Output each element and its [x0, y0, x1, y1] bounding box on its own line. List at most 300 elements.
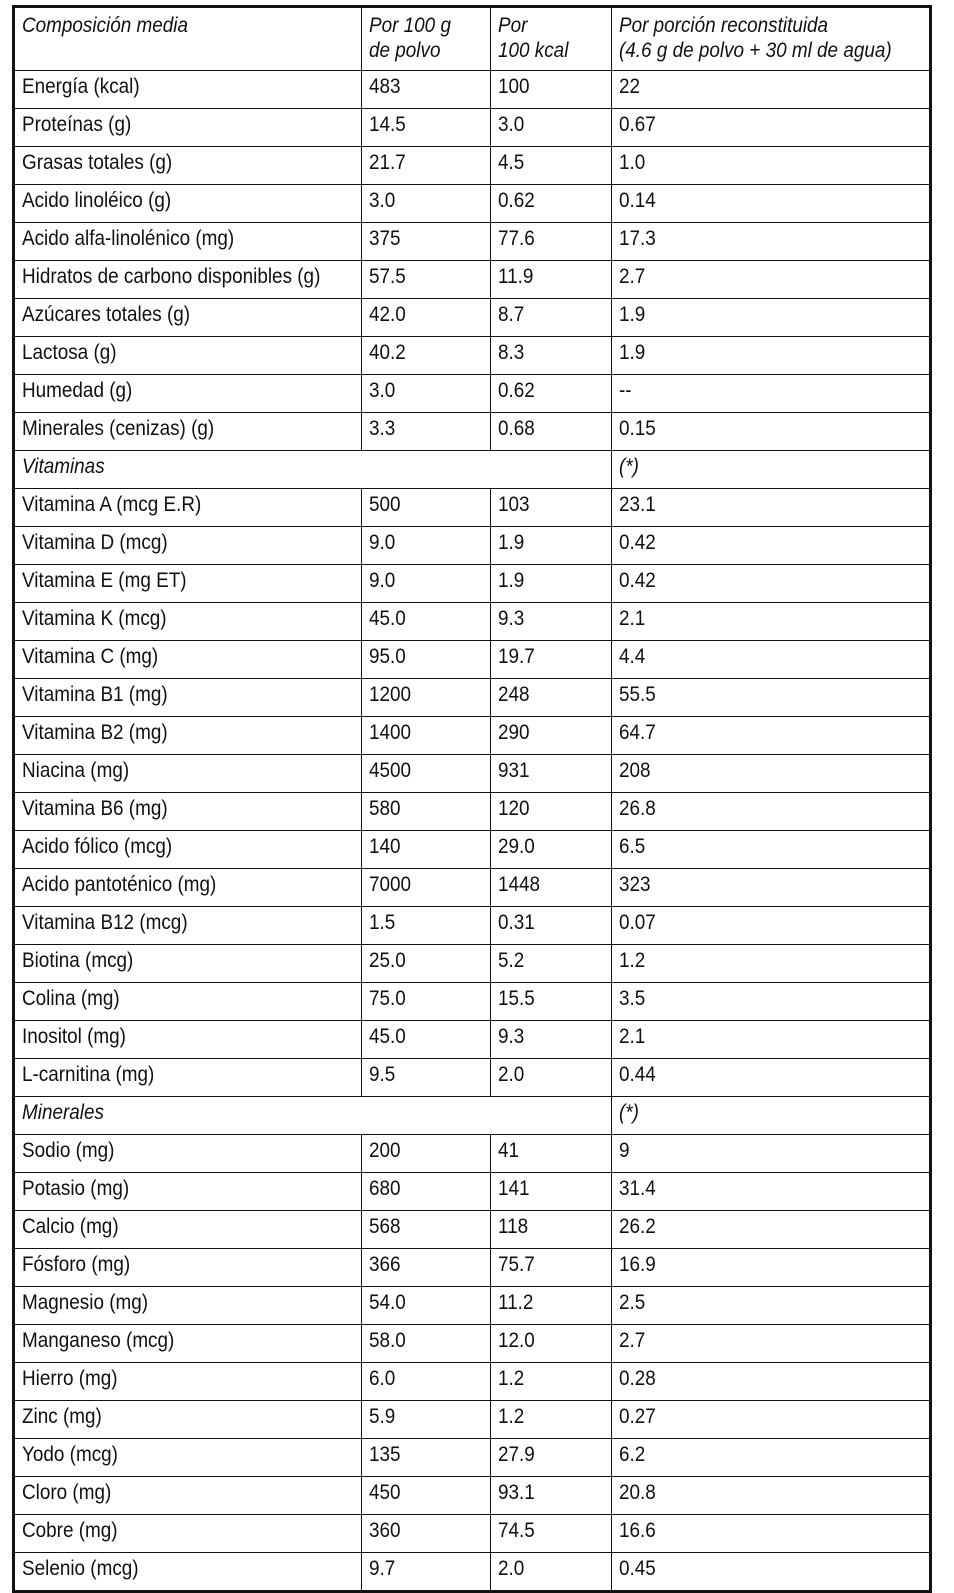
- per-100kcal-cell: [491, 1363, 612, 1401]
- per-portion-cell: [612, 755, 931, 793]
- header-per-100kcal-line2: 100 kcal: [498, 39, 569, 62]
- per-100kcal-value: 1.2: [498, 1405, 525, 1428]
- table-row: [14, 223, 931, 261]
- per-100g-cell: [362, 147, 491, 185]
- table-row: [14, 945, 931, 983]
- per-100kcal-cell: [491, 1059, 612, 1097]
- per-portion-cell: [612, 679, 931, 717]
- per-portion-value: 9: [619, 1139, 630, 1162]
- per-portion-cell: [612, 565, 931, 603]
- table-row: [14, 489, 931, 527]
- per-100g-cell: [362, 869, 491, 907]
- vitamins-section-label-cell: [14, 451, 612, 489]
- per-100g-value: 450: [369, 1481, 401, 1504]
- nutrient-name-value: Vitamina B2 (mg): [22, 721, 168, 744]
- per-portion-value: 0.67: [619, 113, 656, 136]
- per-100g-cell: [362, 1401, 491, 1439]
- per-100kcal-value: 118: [498, 1215, 529, 1238]
- per-100kcal-value: 931: [498, 759, 530, 782]
- nutrient-name-value: Potasio (mg): [22, 1177, 130, 1200]
- per-100g-cell: [362, 1325, 491, 1363]
- per-100kcal-cell: [491, 755, 612, 793]
- per-portion-value: 31.4: [619, 1177, 656, 1200]
- per-100g-value: 21.7: [369, 151, 406, 174]
- table-row: [14, 603, 931, 641]
- minerals-section-header: [14, 1097, 931, 1135]
- per-100g-value: 9.0: [369, 531, 396, 554]
- per-100g-cell: [362, 185, 491, 223]
- per-100kcal-cell: [491, 489, 612, 527]
- per-100kcal-value: 15.5: [498, 987, 535, 1010]
- per-100g-value: 5.9: [369, 1405, 396, 1428]
- nutrient-name-cell: [14, 717, 362, 755]
- per-portion-value: 4.4: [619, 645, 646, 668]
- per-100g-value: 45.0: [369, 1025, 406, 1048]
- per-100g-value: 135: [369, 1443, 401, 1466]
- per-portion-cell: [612, 907, 931, 945]
- per-portion-value: 17.3: [619, 227, 656, 250]
- per-portion-value: 6.5: [619, 835, 646, 858]
- nutrient-name-cell: [14, 261, 362, 299]
- per-100g-value: 42.0: [369, 303, 406, 326]
- nutrient-name-value: Vitamina D (mcg): [22, 531, 168, 554]
- table-row: [14, 527, 931, 565]
- nutrient-name-cell: [14, 603, 362, 641]
- table-header-row: [14, 7, 931, 71]
- per-100kcal-value: 100: [498, 75, 530, 98]
- per-100g-value: 680: [369, 1177, 401, 1200]
- table-row: [14, 755, 931, 793]
- per-100g-value: 9.0: [369, 569, 396, 592]
- header-per-portion-line1: Por porción reconstituida: [619, 14, 829, 37]
- per-portion-cell: [612, 1477, 931, 1515]
- per-100g-cell: [362, 1211, 491, 1249]
- per-100g-cell: [362, 1477, 491, 1515]
- per-100kcal-cell: [491, 1173, 612, 1211]
- per-100kcal-value: 0.62: [498, 189, 535, 212]
- per-100kcal-cell: [491, 1553, 612, 1592]
- nutrient-name-cell: [14, 527, 362, 565]
- per-portion-cell: [612, 489, 931, 527]
- per-portion-cell: [612, 1173, 931, 1211]
- per-100kcal-value: 9.3: [498, 1025, 525, 1048]
- header-per-100g-line2: de polvo: [369, 39, 441, 62]
- nutrient-name-cell: [14, 641, 362, 679]
- per-100kcal-cell: [491, 147, 612, 185]
- nutrient-name-cell: [14, 1287, 362, 1325]
- nutrient-name-value: Vitamina B12 (mcg): [22, 911, 188, 934]
- per-100g-cell: [362, 1135, 491, 1173]
- per-portion-cell: [612, 1135, 931, 1173]
- nutrient-name-value: Fósforo (mg): [22, 1253, 131, 1276]
- nutrient-name-value: Minerales (cenizas) (g): [22, 417, 215, 440]
- per-100kcal-cell: [491, 1135, 612, 1173]
- per-portion-value: 0.07: [619, 911, 656, 934]
- header-per-100kcal: [491, 7, 612, 71]
- per-100g-cell: [362, 1439, 491, 1477]
- per-100g-cell: [362, 223, 491, 261]
- per-100kcal-cell: [491, 1325, 612, 1363]
- per-portion-value: 2.5: [619, 1291, 646, 1314]
- per-100kcal-value: 9.3: [498, 607, 525, 630]
- nutrient-name-value: Selenio (mcg): [22, 1557, 139, 1580]
- header-composition: [14, 7, 362, 71]
- per-100kcal-cell: [491, 603, 612, 641]
- per-100kcal-value: 8.3: [498, 341, 525, 364]
- nutrient-name-value: Proteínas (g): [22, 113, 132, 136]
- per-portion-value: 0.27: [619, 1405, 656, 1428]
- per-portion-cell: [612, 1287, 931, 1325]
- nutrient-name-cell: [14, 1439, 362, 1477]
- nutrient-name-cell: [14, 1135, 362, 1173]
- per-100g-cell: [362, 375, 491, 413]
- per-100kcal-value: 19.7: [498, 645, 535, 668]
- nutrient-name-cell: [14, 1401, 362, 1439]
- table-row: [14, 71, 931, 109]
- nutrient-name-cell: [14, 1249, 362, 1287]
- per-100kcal-value: 41: [498, 1139, 520, 1162]
- per-portion-value: 0.45: [619, 1557, 656, 1580]
- per-100kcal-value: 1448: [498, 873, 541, 896]
- per-portion-cell: [612, 831, 931, 869]
- per-100g-value: 9.5: [369, 1063, 396, 1086]
- minerals-section-note-cell: [612, 1097, 931, 1135]
- vitamins-section-header: [14, 451, 931, 489]
- per-100kcal-cell: [491, 185, 612, 223]
- table-row: [14, 1173, 931, 1211]
- per-100kcal-value: 0.31: [498, 911, 535, 934]
- per-portion-value: 0.15: [619, 417, 656, 440]
- nutrient-name-cell: [14, 755, 362, 793]
- per-100kcal-cell: [491, 641, 612, 679]
- table-row: [14, 831, 931, 869]
- per-portion-cell: [612, 945, 931, 983]
- nutrient-name-value: Inositol (mg): [22, 1025, 126, 1048]
- per-100g-cell: [362, 717, 491, 755]
- per-100kcal-value: 11.2: [498, 1291, 534, 1314]
- per-100kcal-cell: [491, 413, 612, 451]
- per-100kcal-cell: [491, 109, 612, 147]
- per-100g-value: 14.5: [369, 113, 406, 136]
- per-100kcal-cell: [491, 71, 612, 109]
- per-100kcal-value: 120: [498, 797, 530, 820]
- table-row: [14, 869, 931, 907]
- per-portion-value: 16.9: [619, 1253, 656, 1276]
- nutrient-name-value: Biotina (mcg): [22, 949, 134, 972]
- per-100kcal-cell: [491, 793, 612, 831]
- per-portion-cell: [612, 109, 931, 147]
- per-100kcal-value: 77.6: [498, 227, 535, 250]
- nutrient-name-value: Sodio (mg): [22, 1139, 115, 1162]
- table-row: [14, 1287, 931, 1325]
- per-100g-cell: [362, 71, 491, 109]
- nutrient-name-value: Vitamina B6 (mg): [22, 797, 168, 820]
- per-portion-value: 16.6: [619, 1519, 656, 1542]
- per-100g-cell: [362, 983, 491, 1021]
- nutrient-name-value: Acido pantoténico (mg): [22, 873, 217, 896]
- table-row: [14, 375, 931, 413]
- nutrient-name-cell: [14, 1021, 362, 1059]
- per-portion-value: 0.28: [619, 1367, 656, 1390]
- nutrient-name-cell: [14, 109, 362, 147]
- nutrient-name-cell: [14, 413, 362, 451]
- per-100g-cell: [362, 945, 491, 983]
- per-100g-value: 375: [369, 227, 401, 250]
- nutrient-name-value: Cloro (mg): [22, 1481, 112, 1504]
- per-100kcal-cell: [491, 679, 612, 717]
- per-portion-cell: [612, 375, 931, 413]
- table-row: [14, 679, 931, 717]
- per-100g-value: 3.3: [369, 417, 396, 440]
- per-100kcal-cell: [491, 907, 612, 945]
- nutrient-name-cell: [14, 1515, 362, 1553]
- nutrient-name-value: Yodo (mcg): [22, 1443, 118, 1466]
- per-100kcal-cell: [491, 1515, 612, 1553]
- nutrient-name-value: Magnesio (mg): [22, 1291, 149, 1314]
- per-100g-value: 580: [369, 797, 401, 820]
- table-row: [14, 1477, 931, 1515]
- nutrient-name-value: Manganeso (mcg): [22, 1329, 175, 1352]
- per-100kcal-value: 12.0: [498, 1329, 535, 1352]
- per-100g-value: 360: [369, 1519, 401, 1542]
- nutrient-name-value: Colina (mg): [22, 987, 120, 1010]
- per-portion-value: 0.42: [619, 531, 656, 554]
- per-100kcal-cell: [491, 1287, 612, 1325]
- per-portion-value: 0.42: [619, 569, 656, 592]
- table-row: [14, 1325, 931, 1363]
- table-row: [14, 109, 931, 147]
- nutrient-name-value: Energía (kcal): [22, 75, 140, 98]
- per-100g-value: 40.2: [369, 341, 406, 364]
- per-100kcal-cell: [491, 375, 612, 413]
- nutrient-name-value: Calcio (mg): [22, 1215, 119, 1238]
- per-portion-cell: [612, 1211, 931, 1249]
- per-100g-cell: [362, 413, 491, 451]
- per-100g-cell: [362, 831, 491, 869]
- per-portion-cell: [612, 1401, 931, 1439]
- per-portion-value: 2.7: [619, 1329, 646, 1352]
- table-row: [14, 983, 931, 1021]
- per-portion-cell: [612, 983, 931, 1021]
- per-portion-cell: [612, 527, 931, 565]
- nutrient-name-cell: [14, 983, 362, 1021]
- nutrient-name-cell: [14, 907, 362, 945]
- table-row: [14, 185, 931, 223]
- vitamins-section-note: (*): [619, 455, 639, 478]
- nutrient-name-cell: [14, 1477, 362, 1515]
- per-100g-cell: [362, 907, 491, 945]
- table-row: [14, 717, 931, 755]
- nutrient-name-cell: [14, 1553, 362, 1592]
- per-100g-value: 366: [369, 1253, 401, 1276]
- per-portion-value: 1.9: [619, 303, 646, 326]
- per-100g-value: 140: [369, 835, 401, 858]
- per-100g-cell: [362, 1249, 491, 1287]
- per-100kcal-cell: [491, 261, 612, 299]
- nutrient-name-value: Zinc (mg): [22, 1405, 102, 1428]
- per-portion-cell: [612, 869, 931, 907]
- per-100kcal-value: 27.9: [498, 1443, 535, 1466]
- per-100g-cell: [362, 1021, 491, 1059]
- per-portion-cell: [612, 413, 931, 451]
- per-100g-value: 75.0: [369, 987, 406, 1010]
- nutrition-composition-table: [12, 5, 932, 1593]
- per-100kcal-value: 29.0: [498, 835, 535, 858]
- nutrient-name-value: Vitamina K (mcg): [22, 607, 167, 630]
- nutrient-name-cell: [14, 489, 362, 527]
- nutrient-name-value: Niacina (mg): [22, 759, 130, 782]
- per-portion-value: 1.2: [619, 949, 646, 972]
- per-100g-value: 25.0: [369, 949, 406, 972]
- table-body: [14, 7, 931, 1592]
- per-portion-value: 22: [619, 75, 641, 98]
- per-100g-cell: [362, 489, 491, 527]
- per-portion-value: 323: [619, 873, 651, 896]
- table-row: [14, 1249, 931, 1287]
- per-100g-value: 57.5: [369, 265, 406, 288]
- per-100g-cell: [362, 1553, 491, 1592]
- per-100kcal-value: 0.62: [498, 379, 535, 402]
- per-100g-cell: [362, 337, 491, 375]
- nutrient-name-cell: [14, 869, 362, 907]
- per-100g-value: 1400: [369, 721, 412, 744]
- per-100kcal-cell: [491, 337, 612, 375]
- table-row: [14, 1135, 931, 1173]
- nutrient-name-cell: [14, 1059, 362, 1097]
- per-100kcal-cell: [491, 1401, 612, 1439]
- per-100g-value: 568: [369, 1215, 401, 1238]
- vitamins-section-label: Vitaminas: [22, 455, 105, 478]
- per-100g-value: 483: [369, 75, 401, 98]
- nutrient-name-value: Acido linoléico (g): [22, 189, 172, 212]
- per-100kcal-value: 8.7: [498, 303, 525, 326]
- nutrient-name-cell: [14, 375, 362, 413]
- table-row: [14, 413, 931, 451]
- header-per-100g: [362, 7, 491, 71]
- per-100kcal-cell: [491, 1021, 612, 1059]
- nutrient-name-cell: [14, 565, 362, 603]
- nutrient-name-cell: [14, 945, 362, 983]
- per-portion-value: 6.2: [619, 1443, 646, 1466]
- table-row: [14, 147, 931, 185]
- per-100g-cell: [362, 527, 491, 565]
- nutrient-name-cell: [14, 185, 362, 223]
- minerals-section-label-cell: [14, 1097, 612, 1135]
- per-100g-cell: [362, 1287, 491, 1325]
- per-portion-value: 0.44: [619, 1063, 656, 1086]
- per-100kcal-cell: [491, 527, 612, 565]
- nutrient-name-value: Azúcares totales (g): [22, 303, 191, 326]
- per-100g-value: 7000: [369, 873, 412, 896]
- nutrient-name-value: Humedad (g): [22, 379, 133, 402]
- minerals-section-note: (*): [619, 1101, 639, 1124]
- nutrient-name-value: Vitamina C (mg): [22, 645, 159, 668]
- per-100kcal-value: 5.2: [498, 949, 525, 972]
- per-portion-cell: [612, 1059, 931, 1097]
- table-row: [14, 793, 931, 831]
- table-row: [14, 1363, 931, 1401]
- header-per-portion: [612, 7, 931, 71]
- per-portion-value: 0.14: [619, 189, 656, 212]
- per-100kcal-value: 0.68: [498, 417, 535, 440]
- per-100g-cell: [362, 1059, 491, 1097]
- nutrient-name-value: Lactosa (g): [22, 341, 117, 364]
- per-100kcal-value: 141: [498, 1177, 530, 1200]
- per-portion-cell: [612, 185, 931, 223]
- per-100kcal-cell: [491, 1249, 612, 1287]
- header-per-100g-line1: Por 100 g: [369, 14, 451, 37]
- nutrient-name-value: Grasas totales (g): [22, 151, 173, 174]
- nutrient-name-value: Vitamina A (mcg E.R): [22, 493, 202, 516]
- per-100g-value: 54.0: [369, 1291, 406, 1314]
- per-portion-value: 2.7: [619, 265, 646, 288]
- per-portion-value: 2.1: [619, 607, 646, 630]
- per-100g-cell: [362, 755, 491, 793]
- nutrient-name-value: Acido alfa-linolénico (mg): [22, 227, 235, 250]
- nutrient-name-cell: [14, 793, 362, 831]
- table-row: [14, 1059, 931, 1097]
- per-100g-value: 9.7: [369, 1557, 396, 1580]
- per-portion-value: 55.5: [619, 683, 656, 706]
- per-portion-value: 26.8: [619, 797, 656, 820]
- per-100g-value: 6.0: [369, 1367, 396, 1390]
- per-100g-cell: [362, 793, 491, 831]
- per-100kcal-cell: [491, 223, 612, 261]
- per-100g-cell: [362, 679, 491, 717]
- per-portion-cell: [612, 71, 931, 109]
- per-100kcal-value: 103: [498, 493, 530, 516]
- per-portion-value: 2.1: [619, 1025, 646, 1048]
- per-100kcal-value: 248: [498, 683, 530, 706]
- nutrient-name-cell: [14, 1173, 362, 1211]
- per-portion-cell: [612, 1021, 931, 1059]
- per-100kcal-cell: [491, 945, 612, 983]
- per-100kcal-value: 1.9: [498, 531, 525, 554]
- per-100g-cell: [362, 261, 491, 299]
- table-row: [14, 1515, 931, 1553]
- per-portion-cell: [612, 299, 931, 337]
- table-row: [14, 1553, 931, 1592]
- per-100kcal-cell: [491, 1211, 612, 1249]
- per-100kcal-value: 4.5: [498, 151, 525, 174]
- per-100g-value: 4500: [369, 759, 412, 782]
- per-100kcal-value: 11.9: [498, 265, 534, 288]
- nutrient-name-cell: [14, 831, 362, 869]
- per-100kcal-value: 2.0: [498, 1063, 525, 1086]
- nutrient-name-value: Cobre (mg): [22, 1519, 118, 1542]
- per-portion-value: 208: [619, 759, 651, 782]
- per-portion-cell: [612, 641, 931, 679]
- per-100kcal-cell: [491, 299, 612, 337]
- per-portion-cell: [612, 1249, 931, 1287]
- per-portion-cell: [612, 1553, 931, 1592]
- per-100g-value: 1.5: [369, 911, 396, 934]
- nutrient-name-cell: [14, 299, 362, 337]
- header-per-100kcal-line1: Por: [498, 14, 528, 37]
- per-100g-value: 3.0: [369, 189, 396, 212]
- per-portion-value: 3.5: [619, 987, 646, 1010]
- per-100g-cell: [362, 1173, 491, 1211]
- per-portion-cell: [612, 717, 931, 755]
- per-portion-value: 23.1: [619, 493, 656, 516]
- nutrient-name-cell: [14, 223, 362, 261]
- per-100kcal-cell: [491, 1439, 612, 1477]
- table-row: [14, 907, 931, 945]
- per-100kcal-value: 3.0: [498, 113, 525, 136]
- table-row: [14, 299, 931, 337]
- per-portion-cell: [612, 223, 931, 261]
- per-100kcal-cell: [491, 831, 612, 869]
